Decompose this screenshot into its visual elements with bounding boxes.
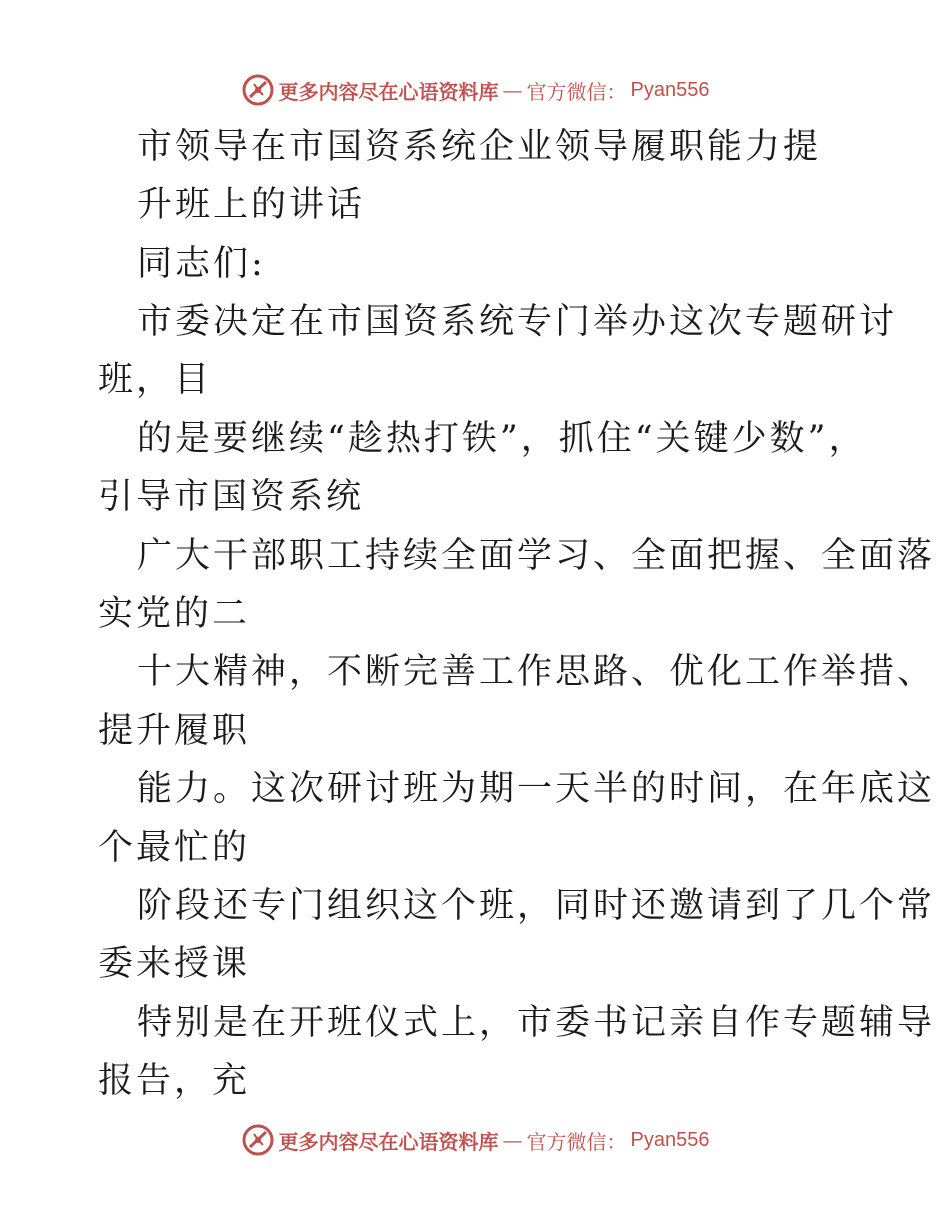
seal-logo-icon — [241, 1123, 275, 1157]
paragraph-line: 广大干部职工持续全面学习、全面把握、全面落 — [137, 536, 936, 576]
paragraph-line: 能力。这次研讨班为期一天半的时间，在年底这 — [137, 769, 936, 809]
header-banner — [0, 70, 950, 110]
paragraph-line: 的是要继续“趁热打铁”，抓住“关键少数”， — [137, 419, 867, 459]
banner-contact-label: 官方微信： — [526, 1129, 627, 1154]
paragraph-line: 班，目 — [98, 360, 213, 400]
salutation: 同志们: — [137, 244, 266, 284]
paragraph-line: 实党的二 — [98, 594, 251, 634]
banner-wechat-id: Pyan556 — [630, 1128, 710, 1151]
paragraph-line: 市委决定在市国资系统专门举办这次专题研讨 — [137, 302, 898, 342]
title-line-2: 升班上的讲话 — [137, 185, 366, 225]
paragraph-line: 引导市国资系统 — [98, 477, 365, 517]
banner-contact-label: 官方微信： — [526, 79, 627, 104]
paragraph-line: 阶段还专门组织这个班，同时还邀请到了几个常 — [137, 886, 936, 926]
seal-logo-icon — [241, 73, 275, 107]
paragraph-line: 委来授课 — [98, 944, 251, 984]
paragraph-line: 十大精神，不断完善工作思路、优化工作举措、 — [137, 652, 936, 692]
banner-main-text: 更多内容尽在心语资料库 — [278, 1129, 499, 1154]
banner-wechat-id: Pyan556 — [630, 78, 710, 101]
banner-main-text: 更多内容尽在心语资料库 — [278, 79, 499, 104]
footer-banner — [0, 1120, 950, 1160]
banner-dash: — — [502, 1128, 523, 1152]
title-line-1: 市领导在市国资系统企业领导履职能力提 — [137, 127, 822, 167]
paragraph-line: 个最忙的 — [98, 828, 251, 868]
paragraph-line: 特别是在开班仪式上，市委书记亲自作专题辅导 — [137, 1003, 936, 1043]
paragraph-line: 报告，充 — [98, 1061, 251, 1101]
paragraph-line: 提升履职 — [98, 711, 251, 751]
banner-dash: — — [502, 78, 523, 102]
